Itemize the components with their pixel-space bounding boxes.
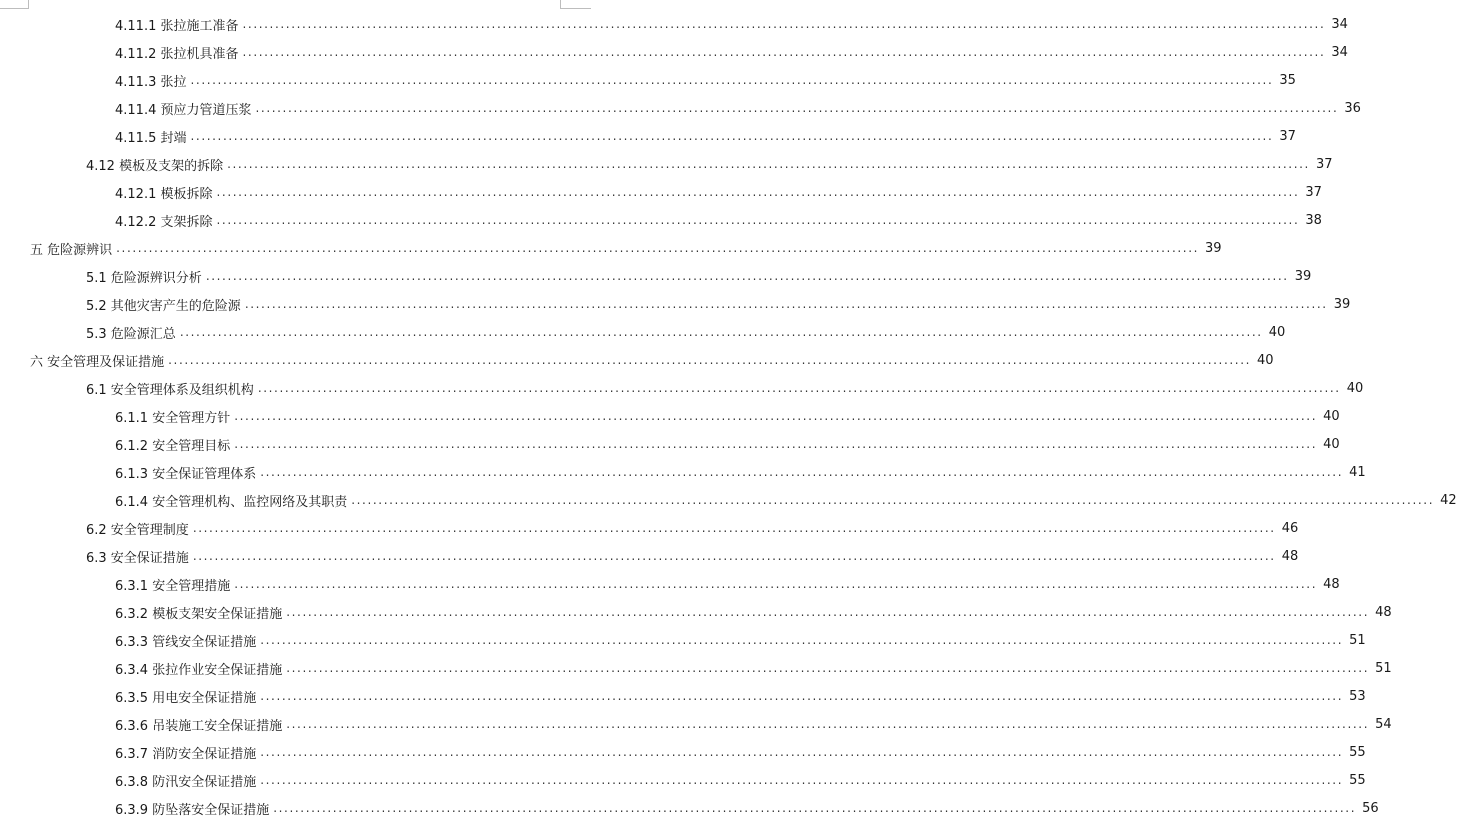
toc-entry-label: 6.3.4 张拉作业安全保证措施	[115, 662, 283, 678]
toc-entry-page: 34	[1331, 16, 1348, 32]
toc-entry-label: 4.11.3 张拉	[115, 74, 187, 90]
toc-leader-dots: ........................................................................................................................................................................................................	[242, 17, 1326, 31]
toc-leader-dots: ........................................................................................................................................................................................................	[179, 325, 1263, 339]
toc-entry[interactable]	[115, 98, 1361, 118]
toc-leader-dots: ........................................................................................................................................................................................................	[234, 409, 1318, 423]
toc-entry-page: 42	[1440, 492, 1457, 508]
margin-mark-top-right-horizontal	[560, 8, 591, 9]
toc-entry-page: 37	[1305, 184, 1322, 200]
toc-entry[interactable]	[86, 378, 1364, 398]
toc-entry[interactable]	[115, 462, 1366, 482]
toc-entry[interactable]	[115, 602, 1392, 622]
toc-leader-dots: ........................................................................................................................................................................................................	[286, 661, 1370, 675]
toc-entry-label: 4.12 模板及支架的拆除	[86, 158, 224, 174]
toc-entry[interactable]	[115, 574, 1340, 594]
toc-entry-label: 6.2 安全管理制度	[86, 522, 189, 538]
toc-entry-page: 34	[1331, 44, 1348, 60]
toc-entry-label: 五 危险源辨识	[30, 242, 113, 258]
toc-entry-page: 37	[1315, 156, 1333, 172]
toc-entry-label: 4.11.4 预应力管道压浆	[115, 102, 252, 118]
toc-entry[interactable]	[86, 266, 1312, 286]
toc-leader-dots: ........................................................................................................................................................................................................	[190, 73, 1274, 87]
toc-entry-label: 6.1.2 安全管理目标	[115, 438, 231, 454]
toc-entry-page: 38	[1305, 212, 1322, 228]
toc-leader-dots: ........................................................................................................................................................................................................	[286, 717, 1370, 731]
toc-entry-label: 六 安全管理及保证措施	[30, 354, 165, 370]
toc-entry-label: 4.11.1 张拉施工准备	[115, 18, 239, 34]
toc-entry-page: 53	[1349, 688, 1366, 704]
toc-entry-label: 6.1.3 安全保证管理体系	[115, 466, 257, 482]
toc-leader-dots: ........................................................................................................................................................................................................	[192, 549, 1276, 563]
toc-entry-page: 55	[1349, 744, 1366, 760]
toc-entry-label: 6.1.1 安全管理方针	[115, 410, 231, 426]
toc-entry-label: 6.3.7 消防安全保证措施	[115, 746, 257, 762]
toc-entry-label: 6.3.8 防汛安全保证措施	[115, 774, 257, 790]
toc-leader-dots: ........................................................................................................................................................................................................	[260, 465, 1344, 479]
margin-mark-top-right-vertical	[560, 0, 561, 9]
toc-entry[interactable]	[115, 406, 1340, 426]
toc-leader-dots: ........................................................................................................................................................................................................	[351, 493, 1435, 507]
toc-entry[interactable]	[115, 182, 1322, 202]
toc-leader-dots: ........................................................................................................................................................................................................	[192, 521, 1276, 535]
toc-entry-label: 5.2 其他灾害产生的危险源	[86, 298, 241, 314]
toc-entry-label: 5.3 危险源汇总	[86, 326, 176, 342]
toc-entry[interactable]	[30, 350, 1274, 370]
toc-entry[interactable]	[115, 770, 1366, 790]
toc-entry-label: 5.1 危险源辨识分析	[86, 270, 202, 286]
toc-leader-dots: ........................................................................................................................................................................................................	[260, 773, 1344, 787]
toc-leader-dots: ........................................................................................................................................................................................................	[227, 157, 1310, 171]
toc-entry-page: 55	[1349, 772, 1366, 788]
toc-entry-page: 40	[1268, 324, 1286, 340]
toc-entry-page: 40	[1323, 408, 1340, 424]
toc-entry-page: 48	[1281, 548, 1299, 564]
toc-entry[interactable]	[30, 238, 1222, 258]
toc-entry-page: 40	[1257, 352, 1274, 368]
toc-entry-label: 6.3 安全保证措施	[86, 550, 189, 566]
toc-entry[interactable]	[86, 154, 1333, 174]
toc-entry-label: 6.3.3 管线安全保证措施	[115, 634, 257, 650]
toc-entry[interactable]	[86, 546, 1299, 566]
toc-entry[interactable]	[115, 42, 1348, 62]
toc-entry-label: 4.11.2 张拉机具准备	[115, 46, 239, 62]
toc-leader-dots: ........................................................................................................................................................................................................	[216, 185, 1300, 199]
toc-leader-dots: ........................................................................................................................................................................................................	[190, 129, 1274, 143]
toc-entry-page: 40	[1346, 380, 1364, 396]
toc-leader-dots: ........................................................................................................................................................................................................	[255, 101, 1339, 115]
toc-entry[interactable]	[115, 126, 1296, 146]
toc-entry[interactable]	[115, 686, 1366, 706]
toc-leader-dots: ........................................................................................................................................................................................................	[234, 577, 1318, 591]
toc-entry[interactable]	[86, 518, 1299, 538]
toc-entry[interactable]	[115, 14, 1348, 34]
toc-entry-label: 4.12.2 支架拆除	[115, 214, 213, 230]
toc-entry-label: 6.3.5 用电安全保证措施	[115, 690, 257, 706]
toc-entry-label: 4.11.5 封端	[115, 130, 187, 146]
toc-leader-dots: ........................................................................................................................................................................................................	[260, 745, 1344, 759]
toc-entry-page: 36	[1344, 100, 1361, 116]
toc-entry[interactable]	[115, 210, 1322, 230]
toc-entry[interactable]	[115, 630, 1366, 650]
toc-entry-page: 54	[1375, 716, 1392, 732]
toc-entry[interactable]	[86, 322, 1286, 342]
toc-leader-dots: ........................................................................................................................................................................................................	[257, 381, 1341, 395]
toc-leader-dots: ........................................................................................................................................................................................................	[116, 241, 1200, 255]
toc-entry-label: 6.3.6 吊装施工安全保证措施	[115, 718, 283, 734]
toc-entry-label: 6.1.4 安全管理机构、监控网络及其职责	[115, 494, 348, 510]
toc-leader-dots: ........................................................................................................................................................................................................	[286, 605, 1370, 619]
toc-entry-page: 41	[1349, 464, 1366, 480]
toc-entry-label: 6.1 安全管理体系及组织机构	[86, 382, 254, 398]
toc-leader-dots: ........................................................................................................................................................................................................	[260, 633, 1344, 647]
toc-leader-dots: ........................................................................................................................................................................................................	[205, 269, 1289, 283]
toc-entry[interactable]	[115, 490, 1457, 510]
toc-leader-dots: ........................................................................................................................................................................................................	[242, 45, 1326, 59]
toc-entry[interactable]	[115, 714, 1392, 734]
toc-entry[interactable]	[115, 658, 1392, 678]
toc-entry-page: 46	[1281, 520, 1299, 536]
toc-entry[interactable]	[86, 294, 1351, 314]
toc-entry-label: 4.12.1 模板拆除	[115, 186, 213, 202]
toc-entry-page: 35	[1279, 72, 1296, 88]
toc-entry-page: 56	[1362, 800, 1379, 816]
toc-leader-dots: ........................................................................................................................................................................................................	[273, 801, 1357, 815]
toc-entry-page: 51	[1375, 660, 1392, 676]
toc-entry-page: 48	[1375, 604, 1392, 620]
toc-entry-page: 39	[1205, 240, 1222, 256]
toc-entry-page: 37	[1279, 128, 1296, 144]
margin-mark-top-left-horizontal	[0, 8, 28, 9]
toc-entry-label: 6.3.1 安全管理措施	[115, 578, 231, 594]
toc-leader-dots: ........................................................................................................................................................................................................	[168, 353, 1252, 367]
toc-leader-dots: ........................................................................................................................................................................................................	[234, 437, 1318, 451]
toc-leader-dots: ........................................................................................................................................................................................................	[216, 213, 1300, 227]
toc-leader-dots: ........................................................................................................................................................................................................	[244, 297, 1328, 311]
toc-entry-page: 39	[1294, 268, 1312, 284]
toc-entry-label: 6.3.9 防坠落安全保证措施	[115, 802, 270, 818]
margin-mark-top-left-vertical	[28, 0, 29, 9]
toc-entry[interactable]	[115, 798, 1379, 818]
toc-entry-page: 39	[1333, 296, 1351, 312]
toc-entry-page: 40	[1323, 436, 1340, 452]
toc-entry-page: 48	[1323, 576, 1340, 592]
toc-entry-page: 51	[1349, 632, 1366, 648]
toc-entry[interactable]	[115, 70, 1296, 90]
toc-entry[interactable]	[115, 742, 1366, 762]
toc-entry[interactable]	[115, 434, 1340, 454]
toc-leader-dots: ........................................................................................................................................................................................................	[260, 689, 1344, 703]
toc-entry-label: 6.3.2 模板支架安全保证措施	[115, 606, 283, 622]
